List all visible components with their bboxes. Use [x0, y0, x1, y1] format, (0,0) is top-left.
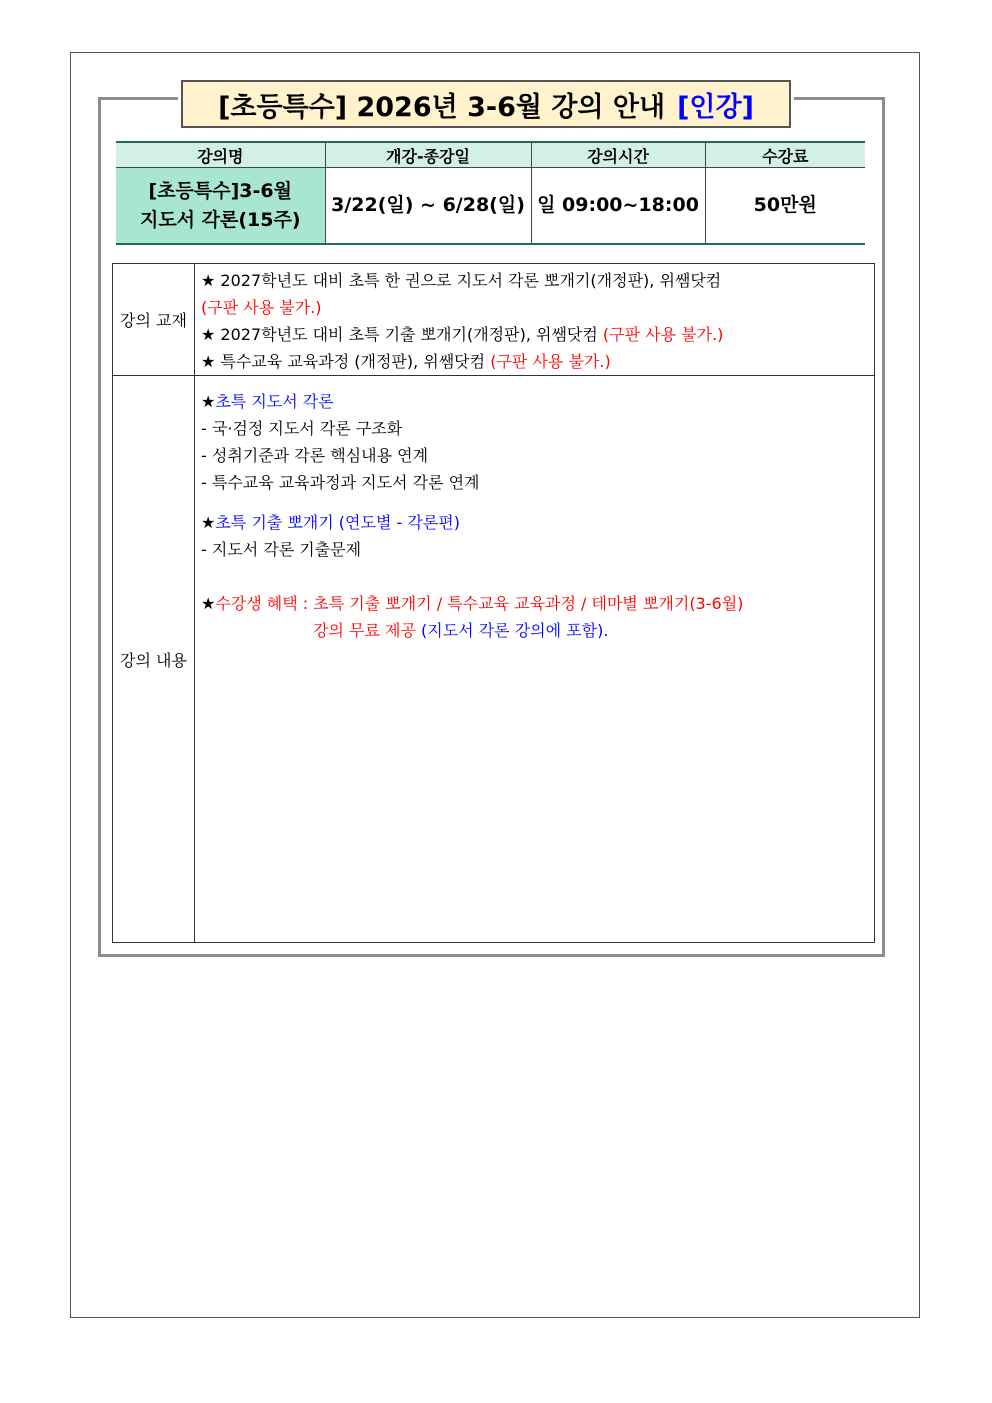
contents-label: 강의 내용	[113, 376, 195, 943]
time-cell: 일 09:00~18:00	[531, 168, 705, 245]
benefit-line-1: 수강생 혜택 : 초특 기출 뽀개기 / 특수교육 교육과정 / 테마별 뽀개기(3-6월)	[215, 594, 744, 613]
material-item-2-text: ★ 2027학년도 대비 초특 기출 뽀개기(개정판), 위쌤닷컴	[201, 325, 598, 344]
material-item-1-note: (구판 사용 불가.)	[201, 298, 322, 317]
section-2-heading	[201, 509, 874, 536]
section-2-item-1: - 지도서 각론 기출문제	[201, 540, 362, 559]
material-item-3-note: (구판 사용 불가.)	[490, 352, 611, 371]
benefit-line-2-red: 강의 무료 제공	[313, 621, 416, 640]
material-item-3-text: ★ 특수교육 교육과정 (개정판), 위쌤닷컴	[201, 352, 486, 371]
materials-row	[113, 264, 875, 376]
material-item-1: ★ 2027학년도 대비 초특 한 권으로 지도서 각론 뽀개기(개정판), 위쌤닷컴	[201, 271, 722, 290]
benefit-line-2	[201, 617, 874, 644]
materials-label: 강의 교재	[113, 264, 195, 376]
title-main: [초등특수] 2026년 3-6월 강의 안내	[218, 91, 666, 123]
section-1-item-1: - 국·검정 지도서 각론 구조화	[201, 419, 403, 438]
section-1-heading	[201, 388, 874, 415]
page-title	[181, 80, 791, 128]
period-cell: 3/22(일) ~ 6/28(일)	[325, 168, 531, 245]
star-icon: ★	[201, 594, 216, 613]
section-1-title: 초특 지도서 각론	[215, 392, 334, 411]
fee-cell: 50만원	[705, 168, 865, 245]
contents-row	[113, 376, 875, 943]
star-icon: ★	[201, 392, 216, 411]
section-1-item-3: - 특수교육 교육과정과 지도서 각론 연계	[201, 473, 480, 492]
materials-cell	[195, 264, 875, 376]
course-detail-table	[112, 263, 875, 943]
header-time: 강의시간	[531, 142, 705, 168]
benefit-line-2-blue: (지도서 각론 강의에 포함).	[421, 621, 609, 640]
star-icon: ★	[201, 513, 216, 532]
benefit-heading	[201, 590, 874, 617]
material-item-3	[201, 348, 874, 375]
course-info-table	[116, 141, 865, 245]
course-name-line2: 지도서 각론(15주)	[139, 208, 301, 231]
section-2-title: 초특 기출 뽀개기 (연도별 - 각론편)	[215, 513, 460, 532]
header-period: 개강-종강일	[325, 142, 531, 168]
material-item-2-note: (구판 사용 불가.)	[602, 325, 724, 344]
title-accent: [인강]	[677, 91, 754, 123]
course-name-line1: [초등특수]3-6월	[148, 179, 292, 202]
header-course-name: 강의명	[116, 142, 325, 168]
course-name-cell	[116, 168, 325, 245]
material-item-2	[201, 321, 874, 348]
section-1-item-2: - 성취기준과 각론 핵심내용 연계	[201, 446, 429, 465]
contents-cell	[195, 376, 875, 943]
header-fee: 수강료	[705, 142, 865, 168]
